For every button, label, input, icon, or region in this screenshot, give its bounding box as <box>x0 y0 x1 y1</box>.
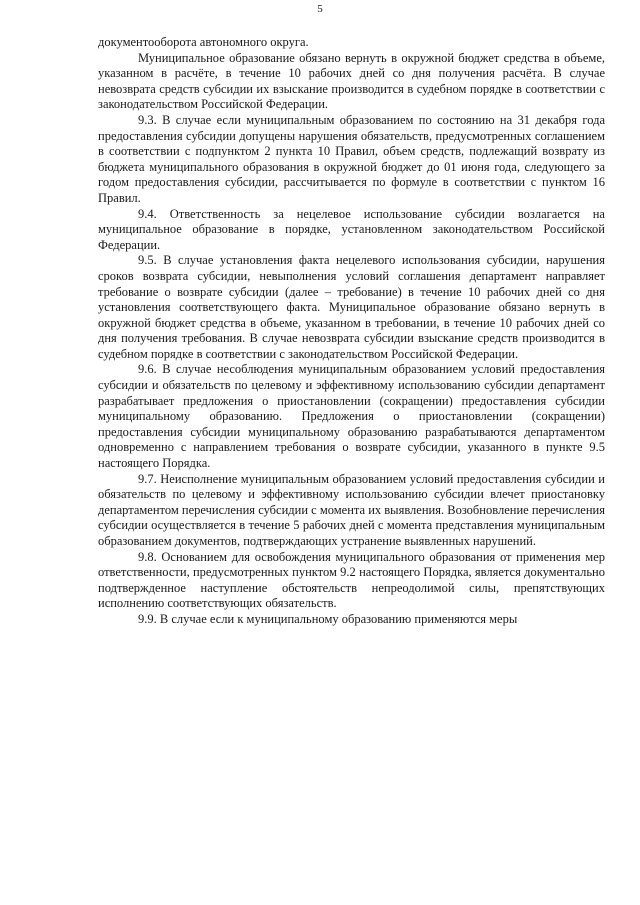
paragraph-9-4: 9.4. Ответственность за нецелевое использование субсидии возлагается на муниципальное образование в порядке, установленном законодательством Российской Федерации. <box>98 206 605 252</box>
page-number: 5 <box>317 3 323 15</box>
document-body <box>98 35 605 628</box>
paragraph-refund-obligation: Муниципальное образование обязано вернуть в окружной бюджет средства в объеме, указанном в расчёте, в течение 10 рабочих дней со дня получения расчёта. В случае невозврата средств субсидии их взыскание производится в судебном порядке в соответствии с законодательством Российской Федерации. <box>98 50 605 112</box>
paragraph-9-9: 9.9. В случае если к муниципальному образованию применяются меры <box>138 611 518 626</box>
paragraph-9-7: 9.7. Неисполнение муниципальным образованием условий предоставления субсидии и обязательств по целевому и эффективному использованию субсидии влечет приостановку департаментом перечисления субсидии с момента их выявления. Возобновление перечисления субсидии осуществляется в течение 5 рабочих дней с момента представления муниципальным образованием документов, подтверждающих устранение выявленных нарушений. <box>98 471 605 548</box>
paragraph-9-8: 9.8. Основанием для освобождения муниципального образования от применения мер ответственности, предусмотренных пунктом 9.2 настоящего Порядка, является документально подтвержденное наступление обстоятельств непреодолимой силы, препятствующих исполнению соответствующих обязательств. <box>98 549 605 611</box>
paragraph-9-3: 9.3. В случае если муниципальным образованием по состоянию на 31 декабря года предоставления субсидии допущены нарушения обязательств, предусмотренных соглашением в соответствии с подпунктом 2 пункта 10 Правил, объем средств, подлежащий возврату из бюджета муниципального образования в окружной бюджет до 01 июня года, следующего за годом предоставления субсидии, рассчитывается по формуле в соответствии с пунктом 16 Правил. <box>98 112 605 205</box>
paragraph-continuation: документооборота автономного округа. <box>98 35 309 49</box>
paragraph-9-5: 9.5. В случае установления факта нецелевого использования субсидии, нарушения сроков возврата субсидии, невыполнения условий соглашения департамент направляет требование о возврате субсидии (далее – требование) в течение 10 рабочих дней со дня установления соответствующего факта. Муниципальное образование обязано вернуть в окружной бюджет средства в объеме, указанном в требовании, в течение 10 рабочих дней со дня получения требования. В случае невозврата субсидии взыскание средств производится в судебном порядке в соответствии с законодательством Российской Федерации. <box>98 253 605 361</box>
paragraph-9-6: 9.6. В случае несоблюдения муниципальным образованием условий предоставления субсидии и обязательств по целевому и эффективному использованию субсидии департамент разрабатывает предложения о приостановлении (сокращении) предоставления субсидии муниципальному образованию. Предложения о приостановлении (сокращении) предоставления субсидии муниципальному образованию разрабатываются департаментом одновременно с направлением требования о возврате субсидии, указанного в пункте 9.5 настоящего Порядка. <box>98 362 605 471</box>
